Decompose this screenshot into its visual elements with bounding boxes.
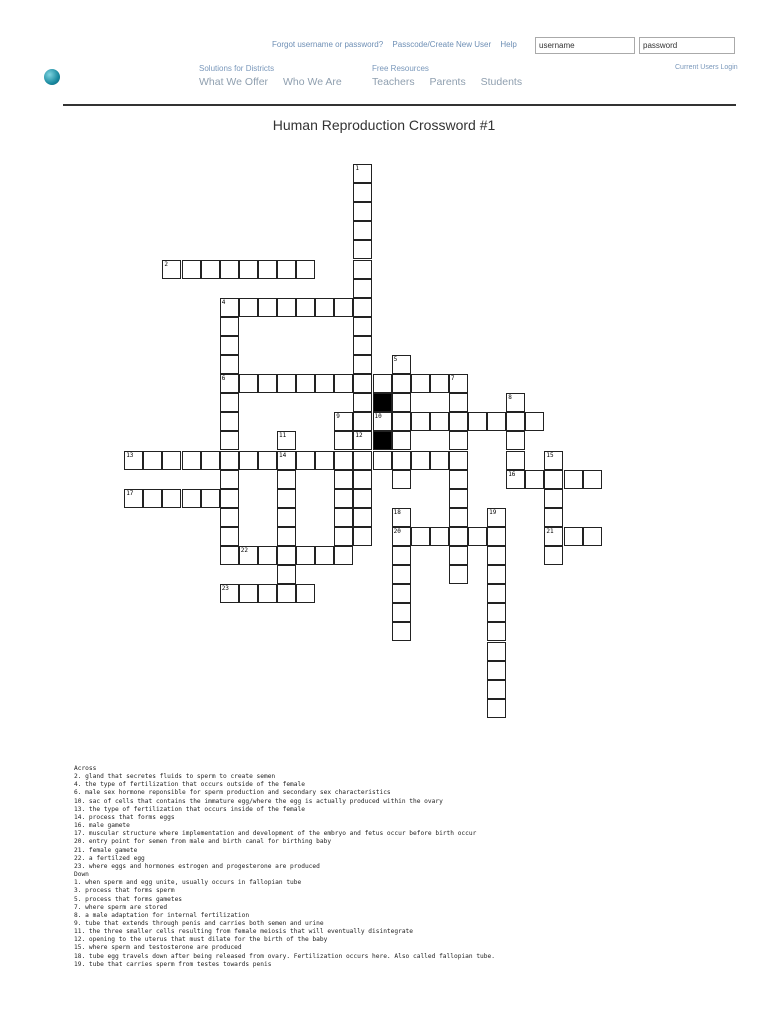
top-links bbox=[272, 40, 524, 49]
crossword-cell[interactable] bbox=[353, 240, 372, 259]
crossword-cell[interactable] bbox=[544, 489, 563, 508]
crossword-cell[interactable] bbox=[201, 451, 220, 470]
username-input[interactable] bbox=[535, 37, 635, 54]
crossword-cell[interactable] bbox=[353, 508, 372, 527]
across-clue-list bbox=[74, 773, 754, 871]
crossword-cell[interactable] bbox=[392, 584, 411, 603]
crossword-cell[interactable] bbox=[334, 412, 353, 431]
help-link[interactable]: Help bbox=[500, 40, 517, 49]
crossword-cell[interactable] bbox=[220, 546, 239, 565]
crossword-cell[interactable] bbox=[487, 661, 506, 680]
crossword-cell[interactable] bbox=[334, 508, 353, 527]
students-link[interactable]: Students bbox=[480, 76, 523, 88]
crossword-cell[interactable] bbox=[487, 699, 506, 718]
crossword-cell[interactable] bbox=[220, 489, 239, 508]
crossword-cell[interactable] bbox=[353, 489, 372, 508]
crossword-cell[interactable] bbox=[353, 527, 372, 546]
crossword-cell[interactable] bbox=[392, 546, 411, 565]
crossword-cell[interactable] bbox=[353, 183, 372, 202]
crossword-cell[interactable] bbox=[334, 489, 353, 508]
down-clue: 1. when sperm and egg unite, usually occurs in fallopian tube bbox=[74, 879, 302, 887]
districts-heading: Solutions for Districts bbox=[199, 64, 275, 73]
crossword-cell[interactable] bbox=[353, 431, 372, 450]
clue-number: 10 bbox=[374, 413, 382, 421]
clue-number: 2 bbox=[164, 260, 169, 268]
crossword-cell[interactable] bbox=[564, 470, 583, 489]
crossword-cell[interactable] bbox=[392, 527, 411, 546]
crossword-cell[interactable] bbox=[220, 412, 239, 431]
crossword-cell[interactable] bbox=[334, 298, 353, 317]
clues-section bbox=[74, 765, 754, 969]
clue-number: 18 bbox=[393, 508, 401, 516]
crossword-cell[interactable] bbox=[411, 374, 430, 393]
crossword-cell[interactable] bbox=[392, 355, 411, 374]
crossword-cell[interactable] bbox=[239, 260, 258, 279]
across-clue: 10. sac of cells that contains the immature egg/where the egg is actually produced within the ovary bbox=[74, 797, 443, 805]
crossword-cell[interactable] bbox=[449, 565, 468, 584]
crossword-cell[interactable] bbox=[220, 355, 239, 374]
crossword-cell[interactable] bbox=[277, 374, 296, 393]
crossword-cell[interactable] bbox=[296, 298, 315, 317]
current-users-login-link[interactable]: Current Users Login bbox=[675, 64, 738, 71]
crossword-cell[interactable] bbox=[430, 412, 449, 431]
crossword-cell[interactable] bbox=[239, 374, 258, 393]
crossword-cell[interactable] bbox=[449, 451, 468, 470]
password-input[interactable] bbox=[639, 37, 735, 54]
across-clue: 17. muscular structure where implementation and development of the embryo and fetus occur before birth occur bbox=[74, 830, 477, 838]
crossword-cell[interactable] bbox=[487, 508, 506, 527]
crossword-cell[interactable] bbox=[506, 393, 525, 412]
crossword-cell[interactable] bbox=[258, 260, 277, 279]
parents-link[interactable]: Parents bbox=[429, 76, 466, 88]
crossword-cell[interactable] bbox=[449, 431, 468, 450]
crossword-cell[interactable] bbox=[353, 393, 372, 412]
crossword-cell[interactable] bbox=[353, 298, 372, 317]
crossword-cell[interactable] bbox=[277, 527, 296, 546]
crossword-cell[interactable] bbox=[487, 622, 506, 641]
crossword-cell[interactable] bbox=[277, 489, 296, 508]
clue-number: 14 bbox=[279, 451, 287, 459]
across-clue: 2. gland that secretes fluids to sperm to create semen bbox=[74, 773, 276, 781]
across-clue: 14. process that forms eggs bbox=[74, 813, 175, 821]
crossword-cell[interactable] bbox=[315, 546, 334, 565]
clue-number: 13 bbox=[126, 451, 134, 459]
crossword-cell[interactable] bbox=[277, 508, 296, 527]
across-clue: 22. a fertilzed egg bbox=[74, 854, 145, 862]
across-clue: 4. the type of fertilization that occurs outside of the female bbox=[74, 781, 305, 789]
crossword-cell[interactable] bbox=[411, 527, 430, 546]
crossword-cell[interactable] bbox=[220, 336, 239, 355]
crossword-cell[interactable] bbox=[258, 546, 277, 565]
down-clue: 19. tube that carries sperm from testes towards penis bbox=[74, 960, 272, 968]
crossword-cell[interactable] bbox=[525, 412, 544, 431]
crossword-cell[interactable] bbox=[277, 584, 296, 603]
crossword-cell[interactable] bbox=[258, 374, 277, 393]
crossword-cell[interactable] bbox=[220, 317, 239, 336]
crossword-cell[interactable] bbox=[220, 374, 239, 393]
crossword-cell[interactable] bbox=[449, 508, 468, 527]
down-clue: 3. process that forms sperm bbox=[74, 887, 175, 895]
crossword-cell[interactable] bbox=[392, 393, 411, 412]
crossword-cell[interactable] bbox=[277, 451, 296, 470]
crossword-cell[interactable] bbox=[162, 260, 181, 279]
crossword-cell[interactable] bbox=[334, 546, 353, 565]
crossword-cell[interactable] bbox=[411, 412, 430, 431]
crossword-cell[interactable] bbox=[277, 298, 296, 317]
crossword-cell[interactable] bbox=[334, 451, 353, 470]
crossword-cell[interactable] bbox=[239, 451, 258, 470]
who-we-are-link[interactable]: Who We Are bbox=[282, 76, 342, 88]
crossword-block bbox=[373, 393, 392, 412]
down-heading: Down bbox=[74, 871, 89, 879]
crossword-cell[interactable] bbox=[220, 527, 239, 546]
crossword-cell[interactable] bbox=[353, 164, 372, 183]
crossword-cell[interactable] bbox=[449, 546, 468, 565]
down-clue: 18. tube egg travels down after being released from ovary. Fertilization occurs here. Also called fallopian tube. bbox=[74, 952, 495, 960]
clue-number: 21 bbox=[546, 527, 554, 535]
crossword-cell[interactable] bbox=[124, 489, 143, 508]
crossword-cell[interactable] bbox=[353, 279, 372, 298]
crossword-cell[interactable] bbox=[353, 470, 372, 489]
clue-number: 22 bbox=[240, 547, 249, 554]
crossword-cell[interactable] bbox=[277, 470, 296, 489]
crossword-cell[interactable] bbox=[392, 470, 411, 489]
clue-number: 15 bbox=[546, 451, 554, 459]
crossword-cell[interactable] bbox=[373, 374, 392, 393]
crossword-cell[interactable] bbox=[220, 260, 239, 279]
down-clue: 5. process that forms gametes bbox=[74, 895, 183, 903]
crossword-cell[interactable] bbox=[373, 451, 392, 470]
resources-heading: Free Resources bbox=[372, 64, 429, 73]
crossword-cell[interactable] bbox=[392, 508, 411, 527]
crossword-cell[interactable] bbox=[392, 374, 411, 393]
crossword-cell[interactable] bbox=[449, 489, 468, 508]
down-clue: 12. opening to the uterus that must dilate for the birth of the baby bbox=[74, 936, 328, 944]
crossword-cell[interactable] bbox=[353, 374, 372, 393]
crossword-cell[interactable] bbox=[392, 412, 411, 431]
crossword-cell[interactable] bbox=[239, 298, 258, 317]
clue-number: 11 bbox=[279, 432, 287, 440]
clue-number: 4 bbox=[221, 298, 226, 306]
teachers-link[interactable]: Teachers bbox=[372, 76, 415, 88]
across-clue: 21. female gamete bbox=[74, 846, 138, 854]
districts-nav bbox=[199, 64, 354, 88]
crossword-cell[interactable] bbox=[392, 565, 411, 584]
crossword-cell[interactable] bbox=[220, 470, 239, 489]
crossword-cell[interactable] bbox=[201, 260, 220, 279]
clue-number: 19 bbox=[489, 508, 497, 516]
crossword-cell[interactable] bbox=[296, 546, 315, 565]
page-title: Human Reproduction Crossword #1 bbox=[272, 117, 496, 133]
down-clue: 7. where sperm are stored bbox=[74, 903, 168, 911]
crossword-cell[interactable] bbox=[487, 680, 506, 699]
what-we-offer-link[interactable]: What We Offer bbox=[199, 76, 269, 88]
crossword-cell[interactable] bbox=[162, 451, 181, 470]
crossword-cell[interactable] bbox=[449, 374, 468, 393]
crossword-cell[interactable] bbox=[487, 565, 506, 584]
passcode-link[interactable]: Passcode/Create New User bbox=[392, 40, 492, 49]
clue-number: 9 bbox=[336, 413, 340, 421]
crossword-cell[interactable] bbox=[277, 565, 296, 584]
crossword-cell[interactable] bbox=[124, 451, 143, 470]
crossword-cell[interactable] bbox=[487, 412, 506, 431]
crossword-cell[interactable] bbox=[296, 451, 315, 470]
crossword-cell[interactable] bbox=[449, 393, 468, 412]
crossword-cell[interactable] bbox=[506, 431, 525, 450]
crossword-cell[interactable] bbox=[583, 470, 602, 489]
crossword-cell[interactable] bbox=[258, 298, 277, 317]
crossword-cell[interactable] bbox=[487, 584, 506, 603]
clue-number: 20 bbox=[393, 527, 401, 535]
crossword-cell[interactable] bbox=[277, 546, 296, 565]
crossword-cell[interactable] bbox=[544, 508, 563, 527]
across-clue: 16. male gamete bbox=[74, 822, 130, 830]
crossword-cell[interactable] bbox=[334, 470, 353, 489]
crossword-cell[interactable] bbox=[334, 527, 353, 546]
crossword-cell[interactable] bbox=[258, 451, 277, 470]
crossword-cell[interactable] bbox=[430, 374, 449, 393]
crossword-cell[interactable] bbox=[182, 260, 201, 279]
crossword-cell[interactable] bbox=[258, 584, 277, 603]
crossword-cell[interactable] bbox=[411, 451, 430, 470]
crossword-cell[interactable] bbox=[449, 470, 468, 489]
down-clue: 11. the three smaller cells resulting from female meiosis that will eventually disintegrate bbox=[74, 928, 413, 936]
header-divider bbox=[63, 104, 736, 106]
crossword-cell[interactable] bbox=[430, 527, 449, 546]
clue-number: 1 bbox=[355, 165, 360, 172]
crossword-cell[interactable] bbox=[334, 431, 353, 450]
forgot-link[interactable]: Forgot username or password? bbox=[272, 40, 384, 49]
crossword-cell[interactable] bbox=[277, 431, 296, 450]
crossword-cell[interactable] bbox=[468, 527, 487, 546]
down-clue: 15. where sperm and testosterone are produced bbox=[74, 944, 242, 952]
crossword-cell[interactable] bbox=[544, 470, 563, 489]
crossword-cell[interactable] bbox=[334, 374, 353, 393]
crossword-cell[interactable] bbox=[544, 451, 563, 470]
down-clue: 8. a male adaptation for internal fertilization bbox=[74, 911, 250, 919]
crossword-cell[interactable] bbox=[239, 584, 258, 603]
crossword-cell[interactable] bbox=[392, 431, 411, 450]
clue-number: 8 bbox=[508, 394, 512, 402]
crossword-cell[interactable] bbox=[296, 374, 315, 393]
across-heading: Across bbox=[74, 765, 97, 772]
crossword-cell[interactable] bbox=[182, 489, 201, 508]
clue-number: 16 bbox=[508, 470, 516, 478]
crossword-cell[interactable] bbox=[239, 546, 258, 565]
crossword-cell[interactable] bbox=[449, 412, 468, 431]
globe-logo-icon[interactable] bbox=[44, 69, 60, 85]
crossword-cell[interactable] bbox=[201, 489, 220, 508]
crossword-cell[interactable] bbox=[487, 527, 506, 546]
crossword-cell[interactable] bbox=[583, 527, 602, 546]
crossword-cell[interactable] bbox=[449, 527, 468, 546]
down-clue: 9. tube that extends through penis and carries both semen and urine bbox=[74, 919, 324, 927]
crossword-cell[interactable] bbox=[353, 202, 372, 221]
clue-number: 5 bbox=[393, 356, 398, 363]
across-clue: 6. male sex hormone reponsible for sperm production and secondary sex characteristics bbox=[74, 789, 391, 797]
crossword-cell[interactable] bbox=[506, 451, 525, 470]
crossword-cell[interactable] bbox=[544, 546, 563, 565]
crossword-cell[interactable] bbox=[468, 412, 487, 431]
crossword-cell[interactable] bbox=[506, 470, 525, 489]
crossword-cell[interactable] bbox=[220, 508, 239, 527]
crossword-cell[interactable] bbox=[182, 451, 201, 470]
crossword-cell[interactable] bbox=[373, 412, 392, 431]
down-clue-list bbox=[74, 879, 754, 969]
resources-nav bbox=[372, 64, 534, 88]
crossword-cell[interactable] bbox=[143, 451, 162, 470]
crossword-cell[interactable] bbox=[220, 431, 239, 450]
clue-number: 7 bbox=[450, 375, 455, 383]
crossword-cell[interactable] bbox=[277, 260, 296, 279]
across-clue: 23. where eggs and hormones estrogen and progesterone are produced bbox=[74, 862, 320, 870]
crossword-cell[interactable] bbox=[220, 451, 239, 470]
crossword-cell[interactable] bbox=[487, 546, 506, 565]
crossword-block bbox=[373, 431, 392, 450]
across-clue: 20. entry point for semen from male and birth canal for birthing baby bbox=[74, 838, 332, 846]
clue-number: 12 bbox=[355, 432, 363, 440]
crossword-cell[interactable] bbox=[353, 317, 372, 336]
crossword-cell[interactable] bbox=[392, 622, 411, 641]
crossword-cell[interactable] bbox=[392, 451, 411, 470]
crossword-cell[interactable] bbox=[525, 470, 544, 489]
clue-number: 17 bbox=[126, 489, 134, 497]
crossword-cell[interactable] bbox=[296, 584, 315, 603]
crossword-cell[interactable] bbox=[353, 221, 372, 240]
crossword-cell[interactable] bbox=[353, 336, 372, 355]
crossword-cell[interactable] bbox=[220, 393, 239, 412]
crossword-cell[interactable] bbox=[430, 451, 449, 470]
crossword-cell[interactable] bbox=[315, 298, 334, 317]
crossword-cell[interactable] bbox=[506, 412, 525, 431]
crossword-cell[interactable] bbox=[544, 527, 563, 546]
clue-number: 6 bbox=[221, 375, 226, 383]
crossword-cell[interactable] bbox=[353, 451, 372, 470]
crossword-cell[interactable] bbox=[353, 412, 372, 431]
crossword-cell[interactable] bbox=[296, 260, 315, 279]
crossword-cell[interactable] bbox=[315, 374, 334, 393]
crossword-cell[interactable] bbox=[162, 489, 181, 508]
crossword-cell[interactable] bbox=[353, 260, 372, 279]
crossword-cell[interactable] bbox=[220, 298, 239, 317]
crossword-cell[interactable] bbox=[392, 603, 411, 622]
crossword-cell[interactable] bbox=[564, 527, 583, 546]
crossword-cell[interactable] bbox=[487, 603, 506, 622]
crossword-cell[interactable] bbox=[353, 355, 372, 374]
crossword-cell[interactable] bbox=[220, 584, 239, 603]
crossword-cell[interactable] bbox=[487, 642, 506, 661]
across-clue: 13. the type of fertilization that occurs inside of the female bbox=[74, 805, 305, 813]
crossword-cell[interactable] bbox=[315, 451, 334, 470]
crossword-cell[interactable] bbox=[143, 489, 162, 508]
clue-number: 23 bbox=[221, 585, 229, 593]
